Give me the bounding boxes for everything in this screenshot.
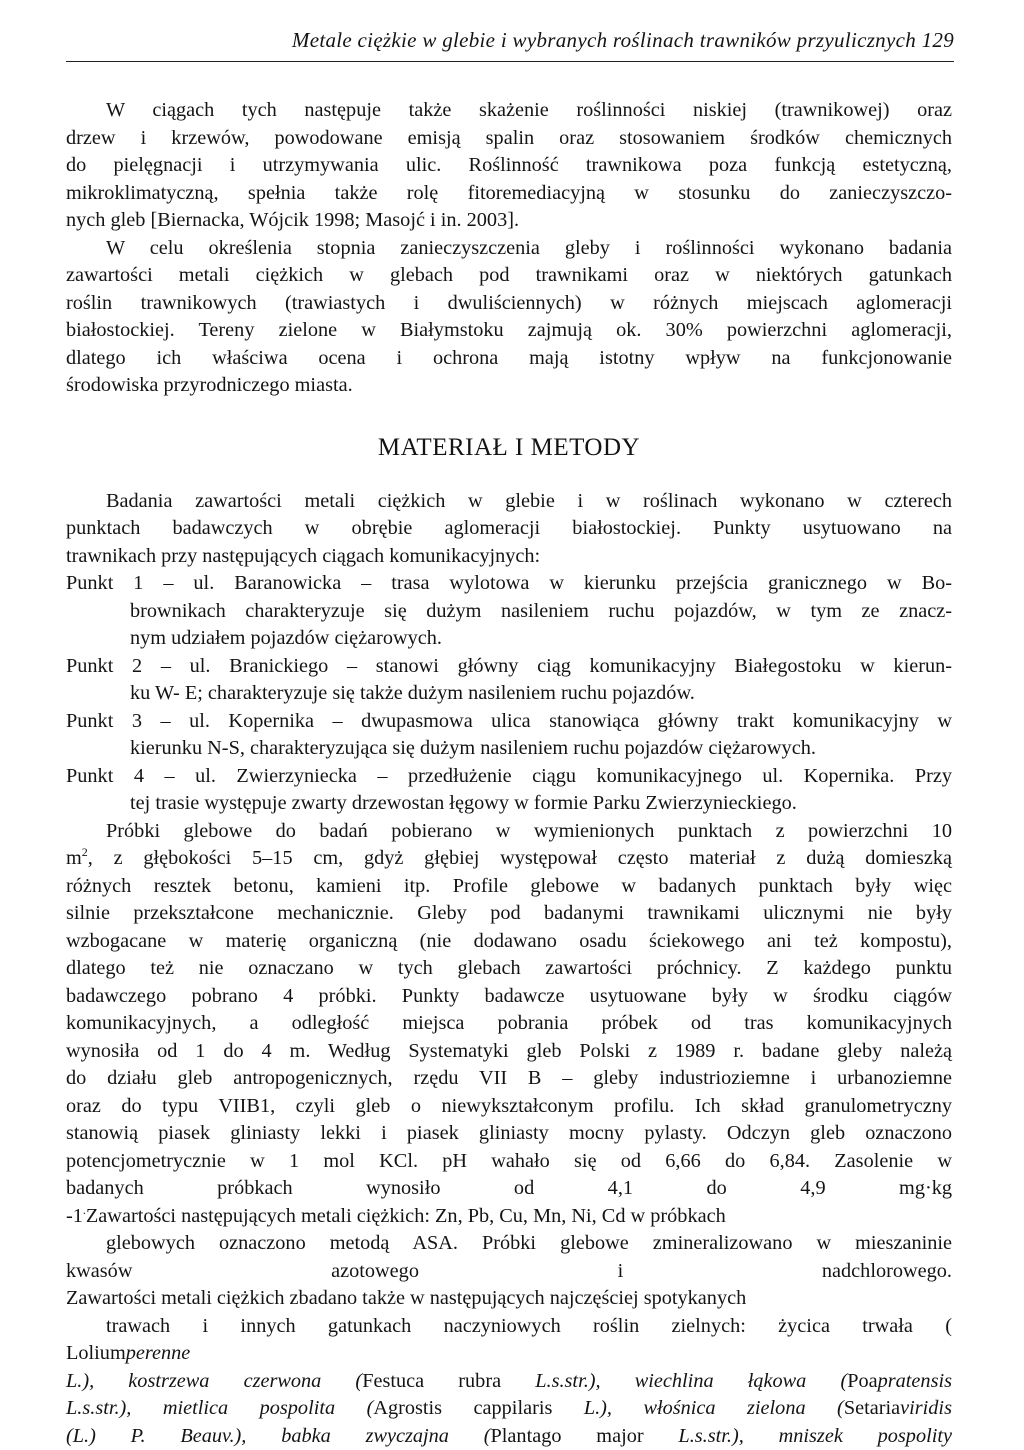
species-name: L.), kostrzewa czerwona (	[66, 1369, 363, 1392]
text-line	[66, 1340, 952, 1368]
paragraph-plants	[66, 1313, 952, 1450]
text-line	[66, 845, 952, 873]
text-line: silnie przekształcone mechanicznie. Gleby pod badanymi trawnikami ulicznymi nie były	[66, 902, 952, 924]
text-line: wzbogacane w materię organiczną (nie dodawano osadu ściekowego ani też kompostu),	[66, 929, 952, 952]
text-fragment: Plantago major	[490, 1424, 644, 1447]
text-line: dlatego ich właściwa ocena i ochrona mają istotny wpływ na funkcjonowanie	[66, 346, 952, 369]
species-name: L.), włośnica zielona (	[552, 1397, 844, 1419]
species-name: perenne	[125, 1342, 191, 1364]
text-line: do pielęgnacji i utrzymywania ulic. Roślinność trawnikowa poza funkcją estetyczną,	[66, 154, 952, 176]
page-body	[66, 97, 952, 1450]
text-line	[66, 1395, 952, 1423]
text-line: trawach i innych gatunkach naczyniowych roślin zielnych: życica trwała (	[106, 1314, 952, 1337]
running-header	[66, 28, 954, 62]
text-line: do działu gleb antropogenicznych, rzędu VII B – gleby industrioziemne i urbanoziemne	[66, 1067, 952, 1089]
species-name: L.s.str.), mietlica pospolita (	[66, 1397, 374, 1419]
text-line: drzew i krzewów, powodowane emisją spalin oraz stosowaniem środków chemicznych	[66, 126, 952, 149]
sampling-point-list	[66, 570, 952, 818]
superscript: 2	[81, 845, 88, 859]
paragraph-methods	[66, 488, 952, 571]
text-fragment: Festuca rubra	[362, 1369, 502, 1392]
list-item: Punkt 2 – ul. Branickiego – stanowi główny ciąg komunikacyjny Białegostoku w kierun-	[66, 654, 952, 677]
text-line: W celu określenia stopnia zanieczyszczenia gleby i roślinności wykonano badania	[106, 236, 952, 259]
text-line: dlatego też nie oznaczano w tych glebach zawartości próchnicy. Z każdego punktu	[66, 957, 952, 979]
species-name: viridis	[900, 1397, 952, 1419]
list-item-continuation: tej trasie występuje zwarty drzewostan łęgowy w formie Parku Zwierzynieckiego.	[130, 792, 797, 814]
text-line: kwasów azotowego i nadchlorowego.	[66, 1259, 952, 1282]
list-item-continuation: ku W- E; charakteryzuje się także dużym nasileniem ruchu pojazdów.	[130, 682, 695, 704]
text-line	[66, 1423, 952, 1450]
text-line: W ciągach tych następuje także skażenie roślinności niskiej (trawnikowej) oraz	[106, 99, 952, 121]
list-item-continuation: kierunku N-S, charakteryzująca się dużym nasileniem ruchu pojazdów ciężarowych.	[130, 737, 816, 759]
paragraph-aim	[66, 235, 952, 400]
text-line: Próbki glebowe do badań pobierano w wymienionych punktach z powierzchni 10	[106, 819, 952, 842]
list-item: Punkt 1 – ul. Baranowicka – trasa wylotowa w kierunku przejścia granicznego w Bo-	[66, 572, 952, 594]
text-fragment: Zawartości następujących metali ciężkich: Zn, Pb, Cu, Mn, Ni, Cd w próbkach	[85, 1204, 726, 1227]
text-fragment: -1	[66, 1204, 83, 1227]
text-line: stanowią piasek gliniasty lekki i piasek gliniasty mocny pylasty. Odczyn gleb oznaczono	[66, 1122, 952, 1144]
text-line: trawnikach przy następujących ciągach komunikacyjnych:	[66, 544, 541, 567]
list-item: Punkt 4 – ul. Zwierzyniecka – przedłużenie ciągu komunikacyjnego ul. Kopernika. Przy	[66, 764, 952, 787]
running-title: Metale ciężkie w glebie i wybranych roślinach trawników przyulicznych	[291, 28, 917, 52]
text-fragment: , z głębokości 5–15 cm, gdyż głębiej występował często materiał z dużą domieszką	[87, 847, 952, 869]
paragraph-analysis	[66, 1230, 952, 1313]
species-name: (L.) P. Beauv.), babka zwyczajna (	[66, 1424, 491, 1447]
paragraph-intro	[66, 97, 952, 235]
text-fragment: Setaria	[843, 1397, 901, 1419]
text-line: Badania zawartości metali ciężkich w glebie i w roślinach wykonano w czterech	[106, 489, 952, 512]
text-line: glebowych oznaczono metodą ASA. Próbki glebowe zmineralizowano w mieszaninie	[106, 1232, 952, 1254]
page-number: 129	[921, 28, 954, 52]
text-line: białostockiej. Tereny zielone w Białymstoku zajmują ok. 30% powierzchni aglomeracji,	[66, 319, 952, 341]
text-fragment: Lolium	[66, 1342, 126, 1364]
text-line: roślin trawnikowych (trawiastych i dwuliściennych) w różnych miejscach aglomeracji	[66, 291, 952, 314]
text-line: badawczego pobrano 4 próbki. Punkty badawcze usytuowane były w środku ciągów	[66, 984, 952, 1007]
superscript: .	[82, 1202, 86, 1217]
text-fragment: Poa	[847, 1369, 878, 1392]
text-line: komunikacyjnych, a odległość miejsca pobrania próbek od tras komunikacyjnych	[66, 1012, 952, 1034]
species-name: L.s.str.), wiechlina łąkowa (	[501, 1369, 848, 1392]
text-line: mikroklimatyczną, spełnia także rolę fitoremediacyjną w stosunku do zanieczyszczo-	[66, 181, 952, 204]
section-heading: MATERIAŁ I METODY	[377, 433, 641, 461]
species-name: pratensis	[877, 1369, 952, 1392]
text-line: nych gleb [Biernacka, Wójcik 1998; Masojć i in. 2003].	[66, 209, 520, 231]
text-line: zawartości metali ciężkich w glebach pod trawnikami oraz w niektórych gatunkach	[66, 264, 952, 286]
list-item: Punkt 3 – ul. Kopernika – dwupasmowa ulica stanowiąca główny trakt komunikacyjny w	[66, 709, 952, 732]
text-line: potencjometrycznie w 1 mol KCl. pH wahało się od 6,66 do 6,84. Zasolenie w	[66, 1149, 952, 1172]
text-line: wynosiła od 1 do 4 m. Według Systematyki gleb Polski z 1989 r. badane gleby należą	[66, 1039, 952, 1062]
text-line: oraz do typu VIIB1, czyli gleb o niewykształconym profilu. Ich skład granulometryczny	[66, 1094, 952, 1117]
species-name: L.s.str.), mniszek pospolity	[643, 1424, 952, 1447]
text-fragment: m	[66, 847, 82, 869]
text-line	[66, 1203, 952, 1231]
list-item-continuation: brownikach charakteryzuje się dużym nasileniem ruchu pojazdów, w tym ze znacz-	[130, 599, 952, 622]
text-line: badanych próbkach wynosiło od 4,1 do 4,9 mg·kg	[66, 1177, 952, 1199]
text-line: Zawartości metali ciężkich zbadano także w następujących najczęściej spotykanych	[66, 1287, 747, 1309]
text-fragment: Agrostis cappilaris	[373, 1397, 553, 1419]
text-line: różnych resztek betonu, kamieni itp. Profile glebowe w badanych punktach były więc	[66, 874, 952, 897]
list-item-continuation: nym udziałem pojazdów ciężarowych.	[130, 627, 442, 649]
text-line	[66, 1368, 952, 1396]
text-line: punktach badawczych w obrębie aglomeracji białostockiej. Punkty usytuowano na	[66, 517, 952, 539]
text-line: środowiska przyrodniczego miasta.	[66, 374, 353, 396]
paragraph-samples	[66, 818, 952, 1231]
